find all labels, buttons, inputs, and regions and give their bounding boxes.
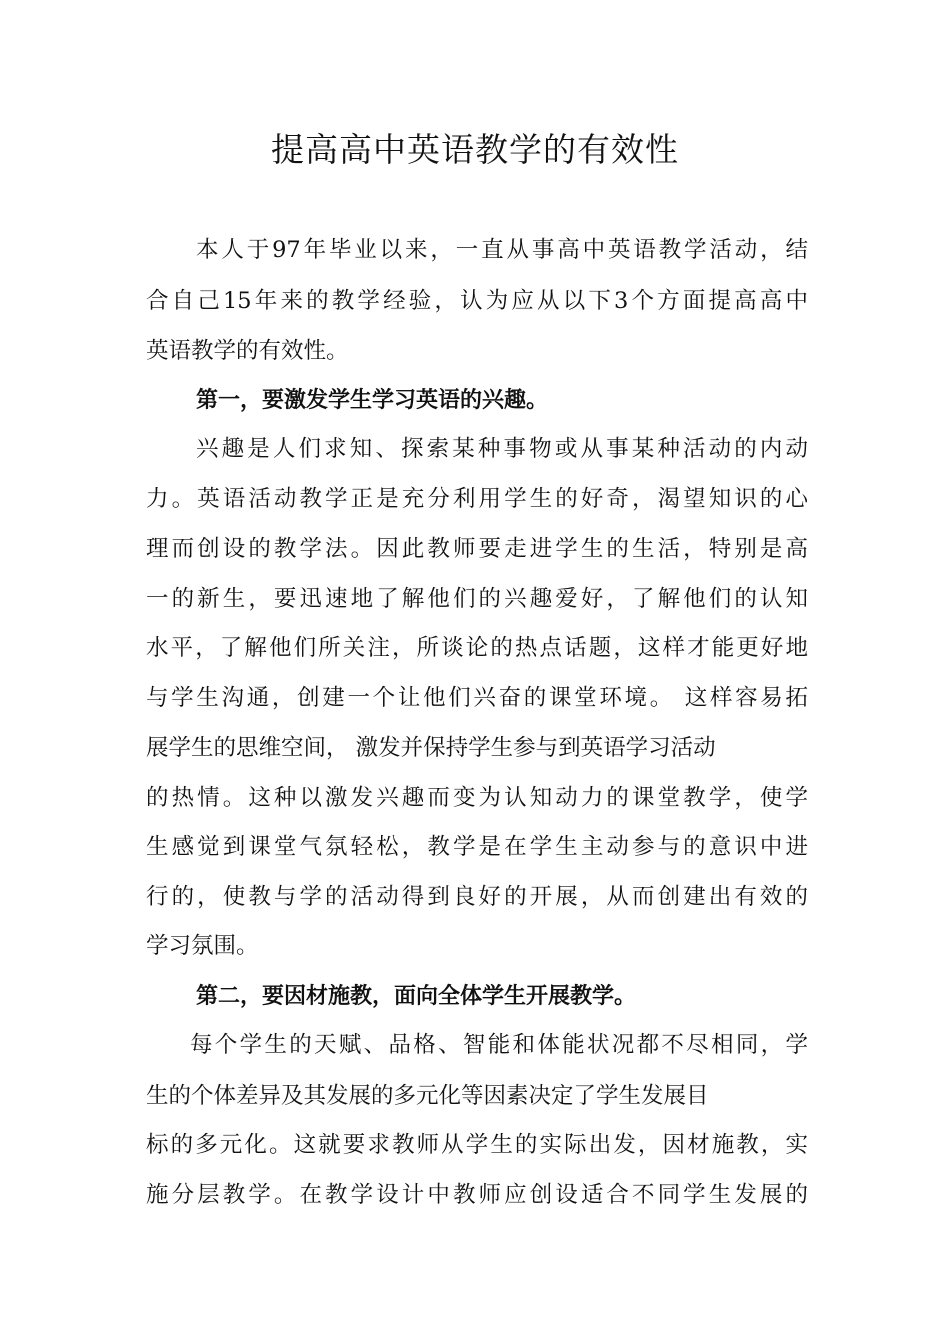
section-heading: 第一，要激发学生学习英语的兴趣。 <box>196 388 549 413</box>
paragraph-line: 每个学生的天赋、品格、智能和体能状况都不尽相同，学 <box>190 1032 808 1058</box>
section-heading: 第二，要因材施教，面向全体学生开展教学。 <box>196 984 637 1009</box>
paragraph-line: 水平，了解他们所关注，所谈论的热点话题，这样才能更好地 <box>146 635 808 661</box>
paragraph-line: 兴趣是人们求知、探索某种事物或从事某种活动的内动 <box>196 436 808 462</box>
paragraph-line: 的热情。这种以激发兴趣而变为认知动力的课堂教学，使学 <box>146 785 808 811</box>
paragraph-line: 生感觉到课堂气氛轻松，教学是在学生主动参与的意识中进 <box>146 834 808 860</box>
paragraph-line: 一的新生，要迅速地了解他们的兴趣爱好，了解他们的认知 <box>146 586 808 612</box>
paragraph-line: 英语教学的有效性。 <box>146 338 349 364</box>
document-title: 提高高中英语教学的有效性 <box>271 130 679 169</box>
paragraph-line: 合自己15年来的教学经验，认为应从以下3个方面提高高中 <box>146 288 808 314</box>
paragraph-line: 标的多元化。这就要求教师从学生的实际出发，因材施教，实 <box>146 1132 808 1158</box>
paragraph-line: 理而创设的教学法。因此教师要走进学生的生活，特别是高 <box>146 536 808 562</box>
paragraph-line: 本人于97年毕业以来，一直从事高中英语教学活动，结 <box>196 237 808 263</box>
paragraph-line: 展学生的思维空间， 激发并保持学生参与到英语学习活动 <box>146 735 716 761</box>
paragraph-line: 学习氛围。 <box>146 933 259 959</box>
paragraph-line: 行的，使教与学的活动得到良好的开展，从而创建出有效的 <box>146 884 808 910</box>
paragraph-line: 施分层教学。在教学设计中教师应创设适合不同学生发展的 <box>146 1182 808 1208</box>
paragraph-line: 生的个体差异及其发展的多元化等因素决定了学生发展目 <box>146 1083 709 1109</box>
paragraph-line: 与学生沟通，创建一个让他们兴奋的课堂环境。 这样容易拓 <box>146 685 808 711</box>
paragraph-line: 力。英语活动教学正是充分利用学生的好奇，渴望知识的心 <box>146 486 808 512</box>
